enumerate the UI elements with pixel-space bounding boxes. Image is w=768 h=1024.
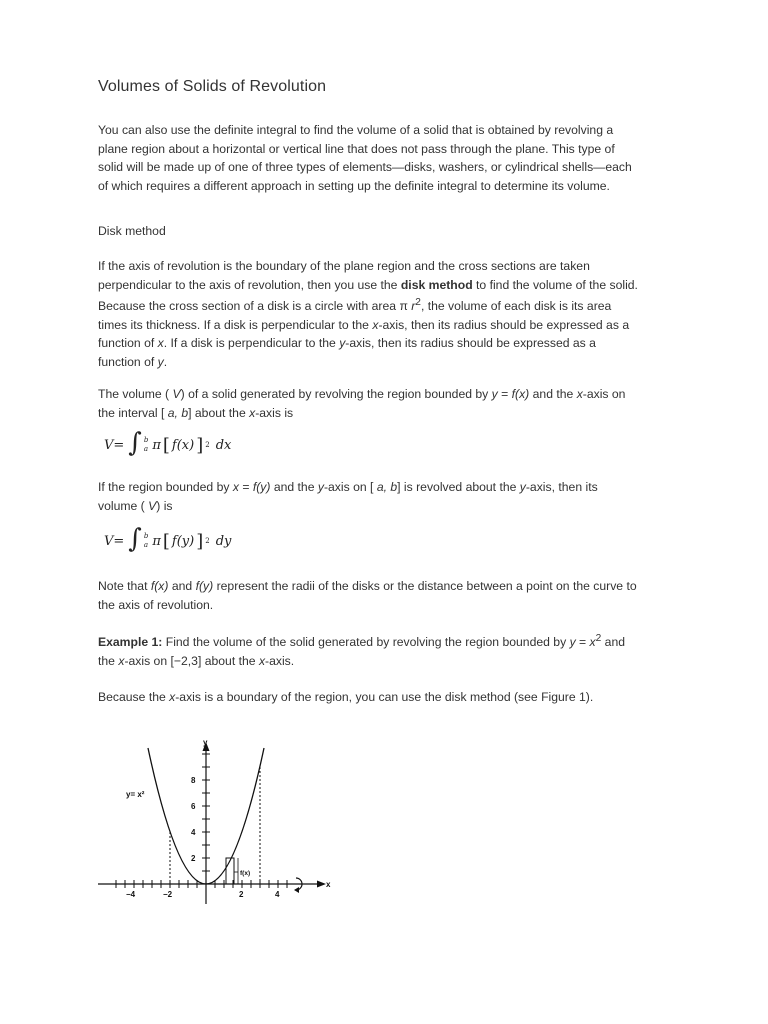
x-tick-2: 2 bbox=[239, 890, 244, 899]
x-axis-label: x bbox=[326, 880, 331, 889]
example-paragraph: Example 1: Find the volume of the solid generated by revolving the region bounded by $y = x^2$ and the x-axis on [−2,3] about the x-axis. bbox=[98, 633, 626, 668]
x-tick-4: 4 bbox=[275, 890, 280, 899]
y-tick-8: 8 bbox=[191, 776, 196, 785]
y-tick-2: 2 bbox=[191, 854, 196, 863]
disk-method-heading: Disk method bbox=[98, 224, 166, 238]
y-tick-6: 6 bbox=[191, 802, 196, 811]
region-paragraph: If the region bounded by x = f(y) and the y-axis on [ a, b] is revolved about the y-axis, then its volume ( V) is bbox=[98, 480, 598, 513]
x-axis-arrow bbox=[317, 881, 326, 888]
x-tick-neg4: −4 bbox=[126, 890, 136, 899]
y-axis-label: y bbox=[203, 738, 208, 747]
intro-paragraph: You can also use the definite integral to find the volume of a solid that is obtained by revolving a plane region about a horizontal or vertical line that does not pass through the plane. This type of solid will be made up of one of three types of elements—disks, washers, or cylindrical shells—each of which requires a different approach in setting up the definite integral to determine its volume. bbox=[98, 123, 632, 193]
figure-1-graph bbox=[96, 736, 336, 906]
disk-formula-x: V= ∫ b a π [ f(x) ] 2 dx bbox=[104, 428, 232, 458]
disk-formula-y: V= ∫ b a π [ f(y) ] 2 dy bbox=[104, 524, 232, 554]
volume-paragraph: The volume ( V) of a solid generated by revolving the region bounded by y = f(x) and the x-axis on the interval [ a, b] about the x-axis is bbox=[98, 387, 626, 420]
curve-label: y= x² bbox=[126, 790, 145, 799]
disk-method-term: disk method bbox=[400, 277, 473, 292]
x-tick-neg2: −2 bbox=[163, 890, 173, 899]
because-paragraph: Because the x-axis is a boundary of the region, you can use the disk method (see Figure 1). bbox=[98, 690, 594, 704]
page-title: Volumes of Solids of Revolution bbox=[98, 78, 327, 95]
fx-label: f(x) bbox=[240, 870, 251, 877]
y-tick-4: 4 bbox=[191, 828, 196, 837]
disk-method-paragraph: If the axis of revolution is the boundary of the plane region and the cross sections are taken perpendicular to the axis of revolution, then you use the disk method to find the volume of the solid. Because the cross section of a disk is a circle with area π $r^2$, the volume of each disk is its area times its thickness. If a disk is perpendicular to the x-axis, then its radius should be expressed as a function of x. If a disk is perpendicular to the y-axis, then its radius should be expressed as a function of y. bbox=[98, 259, 638, 370]
example-label: Example 1: bbox=[98, 635, 163, 650]
note-paragraph: Note that f(x) and f(y) represent the radii of the disks or the distance between a point on the curve to the axis of revolution. bbox=[98, 579, 637, 612]
